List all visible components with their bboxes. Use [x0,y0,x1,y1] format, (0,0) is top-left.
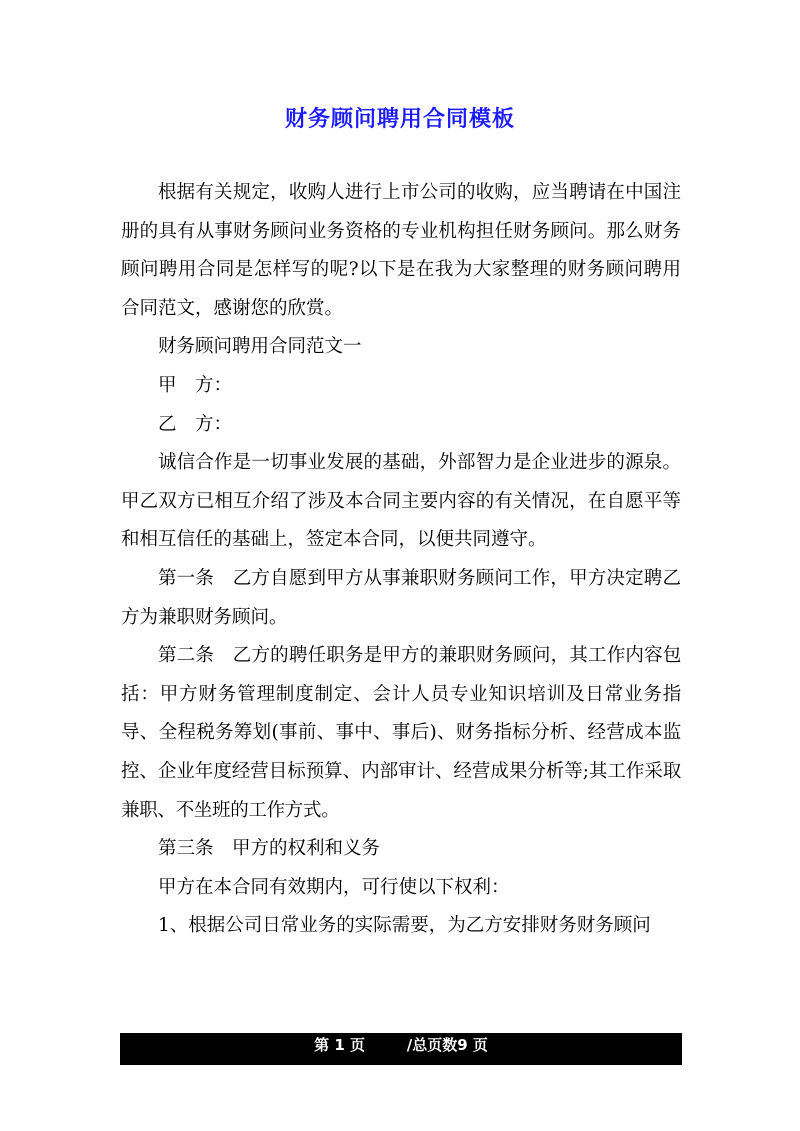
paragraph-article-3: 第三条 甲方的权利和义务 [158,838,381,860]
paragraph-article-2: 第二条 乙方的聘任职务是甲方的兼职财务顾问，其工作内容包括：甲方财务管理制度制定、会计人员专业知识培训及日常业务指导、全程税务筹划(事前、事中、事后)、财务指标分析、经营成本监控、企业年度经营目标预算、内部审计、经营成果分析等;其工作采取兼职、不坐班的工作方式。 [121,645,681,821]
total-pages-label: /总页数9 页 [406,1036,488,1054]
paragraph-article-1: 第一条 乙方自愿到甲方从事兼职财务顾问工作，甲方决定聘乙方为兼职财务顾问。 [121,567,681,628]
paragraph-party-a: 甲 方： [158,374,233,396]
paragraph-preamble: 诚信合作是一切事业发展的基础，外部智力是企业进步的源泉。甲乙双方已相互介绍了涉及本合同主要内容的有关情况，在自愿平等和相互信任的基础上，签定本合同，以便共同遵守。 [121,452,681,551]
document-body [121,174,681,946]
page-footer [120,1033,682,1065]
paragraph-party-a-rights: 甲方在本合同有效期内，可行使以下权利： [158,876,510,898]
page-number [120,1033,682,1065]
paragraph-party-b: 乙 方： [158,413,233,435]
paragraph-sample-heading: 财务顾问聘用合同范文一 [158,336,362,358]
current-page-label: 第 1 页 [314,1036,365,1054]
paragraph-right-1: 1、根据公司日常业务的实际需要，为乙方安排财务财务顾问 [158,915,651,937]
document-title: 财务顾问聘用合同模板 [284,107,515,132]
paragraph-intro: 根据有关规定，收购人进行上市公司的收购，应当聘请在中国注册的具有从事财务顾问业务资格的专业机构担任财务顾问。那么财务顾问聘用合同是怎样写的呢?以下是在我为大家整理的财务顾问聘用合同范文，感谢您的欣赏。 [121,182,681,319]
